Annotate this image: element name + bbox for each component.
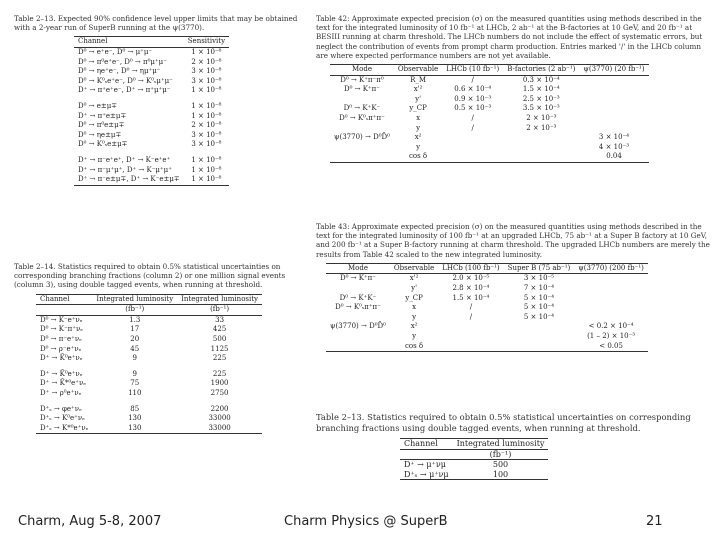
table-cell: 20 (130, 334, 140, 343)
table-row (74, 166, 229, 176)
table-cell: 1.3 (129, 315, 141, 324)
table-row (326, 294, 648, 304)
table-cell: 0.6 × 10⁻⁴ (454, 85, 492, 94)
table-cell: 3 × 10⁻⁸ (191, 76, 222, 85)
table-cell (330, 124, 394, 134)
table-cell: y_CP (409, 104, 427, 113)
table-cell: cos δ (390, 342, 438, 352)
table-cell: ψ(3770) → D⁰D̄⁰ (330, 322, 386, 331)
table-cell (574, 294, 648, 304)
table-cell (504, 322, 575, 332)
col-header: Super B (75 ab⁻¹) (504, 263, 575, 274)
table-cell: y' (415, 94, 422, 103)
table-43-caption: Table 43: Approximate expected precision (σ) on the measured quantities using methods described in the text for the integrated luminosity of 100 fb⁻¹ at an upgraded LHCb, 75 ab⁻¹ at a Super B factory at 10 GeV, and 200 fb⁻¹ at a Super B-factory running at charm threshold. The upgraded LHCb numbers are merely the results from Table 42 scaled to the new integrated luminosity. (316, 222, 710, 259)
table-row (36, 354, 262, 364)
table-cell: 1.5 × 10⁻⁴ (452, 293, 490, 302)
table-row (400, 460, 548, 470)
col-header: B-factories (2 ab⁻¹) (503, 65, 579, 76)
table-cell: D⁺ₛ → K*⁰e⁺νₑ (36, 424, 92, 434)
table-cell: 110 (128, 388, 142, 397)
table-row (74, 121, 229, 131)
table-cell: 1 × 10⁻⁸ (191, 165, 222, 174)
table-row (36, 379, 262, 389)
table-cell (326, 313, 390, 323)
table-2-13b (400, 438, 548, 480)
table-43-panel (316, 222, 712, 400)
table-2-13b-caption: Table 2–13. Statistics required to obtain 0.5% statistical uncertainties on corresponding branching fractions using double tagged events, when running at threshold. (316, 412, 691, 433)
table-cell: 7 × 10⁻⁴ (523, 284, 555, 292)
table-row (326, 274, 648, 284)
col-header: ψ(3770) (20 fb⁻¹) (579, 65, 648, 76)
table-42-body (330, 75, 649, 162)
table-cell: 1 × 10⁻⁸ (191, 101, 222, 110)
table-cell: 1.5 × 10⁻⁴ (522, 85, 560, 94)
table-cell: D⁰ → ηe±μ∓ (78, 130, 122, 139)
table-cell (442, 133, 503, 143)
table-cell: 2750 (210, 388, 229, 397)
table-row (74, 77, 229, 87)
table-cell: D⁰ → e⁺e⁻, D⁰ → μ⁺μ⁻ (78, 48, 153, 56)
col-header: Channel (36, 294, 92, 305)
table-row (330, 114, 649, 124)
table-cell: D⁺ → π⁻e±μ∓, D⁺ → K⁻e±μ∓ (74, 175, 184, 185)
table-cell: D⁺ → K̄*⁰e⁺νₑ (40, 379, 86, 388)
table-cell: 2 × 10⁻⁸ (191, 57, 222, 66)
col-header: Observable (394, 65, 442, 76)
table-cell: D⁰ → K⁺π⁻ (343, 85, 380, 94)
table-row (330, 133, 649, 143)
table-cell: 1 × 10⁻⁸ (184, 175, 229, 185)
col-unit (400, 449, 453, 460)
table-row (74, 86, 229, 96)
table-cell: 425 (212, 325, 227, 334)
table-cell: D⁺ → K̄⁰e⁺νₑ (40, 354, 83, 363)
table-cell: y (416, 123, 421, 132)
table-cell: x'² (409, 274, 419, 283)
table-cell: D⁰ → K⁺π⁻π⁰ (340, 75, 384, 84)
col-header: Observable (390, 263, 438, 274)
table-cell: 0.9 × 10⁻³ (454, 94, 492, 103)
page-number: 21 (646, 514, 663, 529)
table-cell: 0.3 × 10⁻⁴ (522, 75, 560, 84)
table-cell: x (416, 113, 421, 122)
table-cell: / (469, 303, 473, 312)
table-cell: cos δ (394, 152, 442, 162)
footer-center: Charm Physics @ SuperB (284, 514, 448, 529)
table-row (74, 67, 229, 77)
table-cell: ψ(3770) → D⁰D̄⁰ (334, 133, 390, 142)
table-cell: 3 × 10⁻⁵ (523, 274, 555, 283)
col-header: Sensitivity (184, 37, 229, 48)
table-cell (326, 284, 390, 294)
table-row (326, 342, 648, 352)
table-cell: 2.8 × 10⁻⁴ (452, 284, 490, 292)
col-header: LHCb (10 fb⁻¹) (442, 65, 503, 76)
table-2-14 (36, 294, 262, 435)
table-cell: R_M (410, 75, 427, 84)
table-cell: x² (414, 133, 422, 142)
table-cell (503, 152, 579, 162)
table-cell: 3 × 10⁻⁸ (191, 67, 222, 76)
table-cell: D⁰ → π⁻e⁺νₑ (40, 334, 82, 343)
table-cell (330, 143, 394, 153)
table-cell: 33 (215, 315, 225, 324)
table-cell: / (471, 113, 474, 122)
table-cell: 1125 (210, 344, 229, 353)
col-unit: (fb⁻¹) (177, 305, 262, 316)
table-cell: D⁰ → K⁰ₛe±μ∓ (78, 140, 128, 149)
table-cell: 9 (132, 354, 137, 363)
table-2-13-body (74, 48, 229, 186)
col-unit: (fb⁻¹) (453, 449, 549, 460)
table-row (330, 85, 649, 95)
table-cell (442, 152, 503, 162)
table-row (36, 399, 262, 415)
col-unit (36, 305, 92, 316)
table-2-13 (74, 36, 229, 185)
table-row (330, 95, 649, 105)
table-cell (579, 75, 648, 85)
table-cell: < 0.05 (574, 342, 648, 352)
table-cell (579, 85, 648, 95)
table-cell: 0.04 (579, 152, 648, 162)
table-cell: D⁺ₛ → K⁰e⁺νₑ (40, 414, 85, 423)
table-row (330, 104, 649, 114)
table-row (36, 325, 262, 335)
table-cell: 45 (130, 344, 140, 353)
table-cell: D⁰ → e±μ∓ (78, 101, 118, 110)
table-row (74, 58, 229, 68)
table-cell: D⁺ → π⁻μ⁺μ⁺, D⁺ → K⁻μ⁺μ⁺ (78, 165, 172, 174)
table-row (74, 150, 229, 166)
table-cell: 33000 (208, 414, 231, 423)
table-cell: D⁰ → K⁰ₛe⁺e⁻, D⁰ → K⁰ₛμ⁺μ⁻ (78, 76, 173, 85)
col-header: LHCb (100 fb⁻¹) (438, 263, 503, 274)
table-cell: (1 – 2) × 10⁻³ (587, 331, 636, 340)
table-cell (579, 104, 648, 114)
table-cell: 5 × 10⁻⁴ (523, 303, 555, 312)
table-row (74, 175, 229, 185)
table-cell (504, 342, 575, 352)
table-cell (503, 143, 579, 153)
table-cell: D⁺ → K̄⁰e⁺νₑ (40, 369, 83, 378)
table-cell: 5 × 10⁻⁴ (523, 293, 555, 302)
table-row (74, 131, 229, 141)
col-header: Mode (326, 263, 390, 274)
table-row (330, 143, 649, 153)
table-cell: D⁺ₛ → μ⁺νμ (400, 470, 453, 480)
table-row (74, 96, 229, 112)
table-cell: D⁺ → μ⁺νμ (404, 460, 446, 470)
table-cell: y (412, 331, 417, 340)
table-cell (574, 274, 648, 284)
table-cell: 2 × 10⁻³ (526, 123, 557, 132)
col-header: ψ(3770) (200 fb⁻¹) (574, 263, 648, 274)
table-cell: D⁺ₛ → φe⁺νₑ (40, 404, 82, 413)
table-cell (574, 313, 648, 323)
table-row (74, 140, 229, 150)
table-cell: y (412, 312, 417, 321)
table-cell: D⁰ → K⁻π⁺νₑ (40, 325, 83, 334)
table-2-14-body (36, 315, 262, 434)
table-cell: 225 (212, 354, 227, 363)
table-2-13b-panel (316, 412, 712, 508)
table-cell: y (416, 142, 421, 151)
table-cell: 500 (212, 334, 227, 343)
col-header: Integrated luminosity (453, 439, 549, 450)
col-header: Integrated luminosity (92, 294, 177, 305)
table-row (74, 48, 229, 58)
table-cell: 2 × 10⁻⁸ (191, 121, 222, 130)
table-43-body (326, 274, 648, 352)
table-cell: D⁺ → π⁺e⁺e⁻, D⁺ → π⁺μ⁺μ⁻ (78, 86, 171, 95)
table-2-13-caption: Table 2–13. Expected 90% confidence level upper limits that may be obtained with a 2-year run of SuperB running at the ψ(3770). (14, 14, 298, 33)
table-row (326, 303, 648, 313)
table-cell: 2.5 × 10⁻³ (522, 94, 560, 103)
table-cell: 1 × 10⁻⁸ (191, 111, 222, 120)
table-cell: 75 (130, 379, 140, 388)
table-cell: D⁰ → π⁰e±μ∓ (78, 121, 125, 130)
table-cell: 3 × 10⁻⁸ (191, 130, 222, 139)
table-cell: 85 (130, 404, 140, 413)
table-cell: 33000 (177, 424, 262, 434)
table-row (330, 75, 649, 85)
table-cell: 4 × 10⁻³ (598, 142, 630, 151)
table-cell: / (471, 75, 474, 84)
table-row (36, 364, 262, 380)
table-cell: D⁰ → ηe⁺e⁻, D⁰ → ημ⁺μ⁻ (78, 67, 161, 76)
table-cell (579, 95, 648, 105)
table-cell (504, 332, 575, 342)
table-cell: D⁰ → ρ⁻e⁺νₑ (40, 344, 82, 353)
table-cell: 5 × 10⁻⁴ (523, 312, 555, 321)
table-cell: D⁰ → π⁰e⁺e⁻, D⁰ → π⁰μ⁺μ⁻ (78, 57, 167, 66)
table-row (330, 124, 649, 134)
table-cell: D⁺ → ρ⁰e⁺νₑ (40, 388, 82, 397)
table-cell (438, 322, 503, 332)
table-row (326, 322, 648, 332)
table-cell: 130 (128, 414, 142, 423)
table-cell (330, 95, 394, 105)
table-cell: 2200 (210, 404, 229, 413)
table-cell: D⁰ → K⁰ₛπ⁺π⁻ (339, 113, 385, 122)
table-cell (438, 332, 503, 342)
table-cell: 500 (492, 460, 509, 470)
table-2-13-panel (14, 14, 304, 264)
table-cell: D⁺ → π⁺e±μ∓ (78, 111, 127, 120)
table-row (36, 345, 262, 355)
table-cell (579, 124, 648, 134)
table-cell: x (412, 303, 417, 312)
table-row (36, 414, 262, 424)
table-cell: 1900 (210, 379, 229, 388)
table-cell: 3 × 10⁻⁴ (598, 133, 630, 142)
table-cell (574, 284, 648, 294)
table-row (400, 470, 548, 480)
table-cell: y_CP (405, 293, 423, 302)
table-cell: 2.0 × 10⁻⁵ (452, 274, 490, 283)
table-2-13b-body (400, 460, 548, 480)
table-cell: x'² (413, 85, 423, 94)
col-header: Channel (74, 37, 184, 48)
table-row (326, 313, 648, 323)
table-row (330, 152, 649, 162)
table-cell: D⁺ → π⁻e⁺e⁺, D⁺ → K⁻e⁺e⁺ (78, 155, 171, 164)
table-cell: 0.5 × 10⁻³ (454, 104, 492, 113)
table-cell: 3 × 10⁻⁸ (191, 140, 222, 149)
table-cell (330, 152, 394, 162)
table-cell (574, 303, 648, 313)
col-header: Channel (400, 439, 453, 450)
table-cell: x² (410, 322, 418, 331)
table-cell: 1 × 10⁻⁸ (191, 86, 222, 95)
table-cell: D⁰ → K⁺K⁻ (339, 293, 377, 302)
table-cell: 100 (453, 470, 549, 480)
col-unit: (fb⁻¹) (92, 305, 177, 316)
table-cell: D⁰ → K⁻e⁺νₑ (40, 315, 83, 324)
table-cell: / (469, 312, 473, 321)
table-42-caption: Table 42: Approximate expected precision (σ) on the measured quantities using methods described in the text for the integrated luminosity of 10 fb⁻¹ at LHCb, 2 ab⁻¹ at the B-factories at 10 GeV, and 20 fb⁻¹ at BESIII running at charm threshold. The LHCb numbers do not include the effect of systematic errors, but neglect the contribution of events from prompt charm production. Entries marked '/' in the LHCb column are where expected performance numbers are not yet available. (316, 14, 703, 60)
col-header: Mode (330, 65, 394, 76)
table-cell (438, 342, 503, 352)
table-cell (326, 342, 390, 352)
table-row (326, 332, 648, 342)
table-cell: 3.5 × 10⁻³ (522, 104, 560, 113)
table-row (36, 335, 262, 345)
table-cell: 17 (130, 325, 140, 334)
table-cell: 1 × 10⁻⁸ (191, 155, 222, 164)
table-cell: D⁰ → K⁺π⁻ (339, 274, 376, 283)
table-row (74, 112, 229, 122)
table-2-14-panel (14, 262, 304, 534)
table-42-panel (316, 14, 712, 214)
table-2-14-caption: Table 2–14. Statistics required to obtain 0.5% statistical uncertainties on corresponding branching fractions (column 2) or one million signal events (column 3), using double tagged events, when running at threshold. (14, 262, 286, 290)
table-cell: 1 × 10⁻⁸ (191, 48, 222, 56)
table-cell (579, 114, 648, 124)
table-row (36, 424, 262, 434)
table-43 (326, 263, 648, 352)
table-cell: 9 (132, 369, 137, 378)
table-row (326, 284, 648, 294)
table-cell: y' (411, 284, 418, 292)
col-header: Integrated luminosity (177, 294, 262, 305)
table-cell: D⁰ → K⁰ₛπ⁺π⁻ (335, 303, 381, 312)
table-row (36, 315, 262, 325)
table-cell: / (471, 123, 474, 132)
table-cell: 2 × 10⁻³ (526, 113, 557, 122)
footer-left: Charm, Aug 5-8, 2007 (18, 514, 162, 529)
table-cell (326, 332, 390, 342)
table-cell (503, 133, 579, 143)
table-42 (330, 64, 649, 163)
table-cell (442, 143, 503, 153)
table-cell: 225 (212, 369, 227, 378)
table-row (36, 389, 262, 399)
table-cell: 130 (92, 424, 177, 434)
table-cell: D⁰ → K⁺K⁻ (343, 104, 381, 113)
table-cell: < 0.2 × 10⁻⁴ (588, 322, 634, 331)
